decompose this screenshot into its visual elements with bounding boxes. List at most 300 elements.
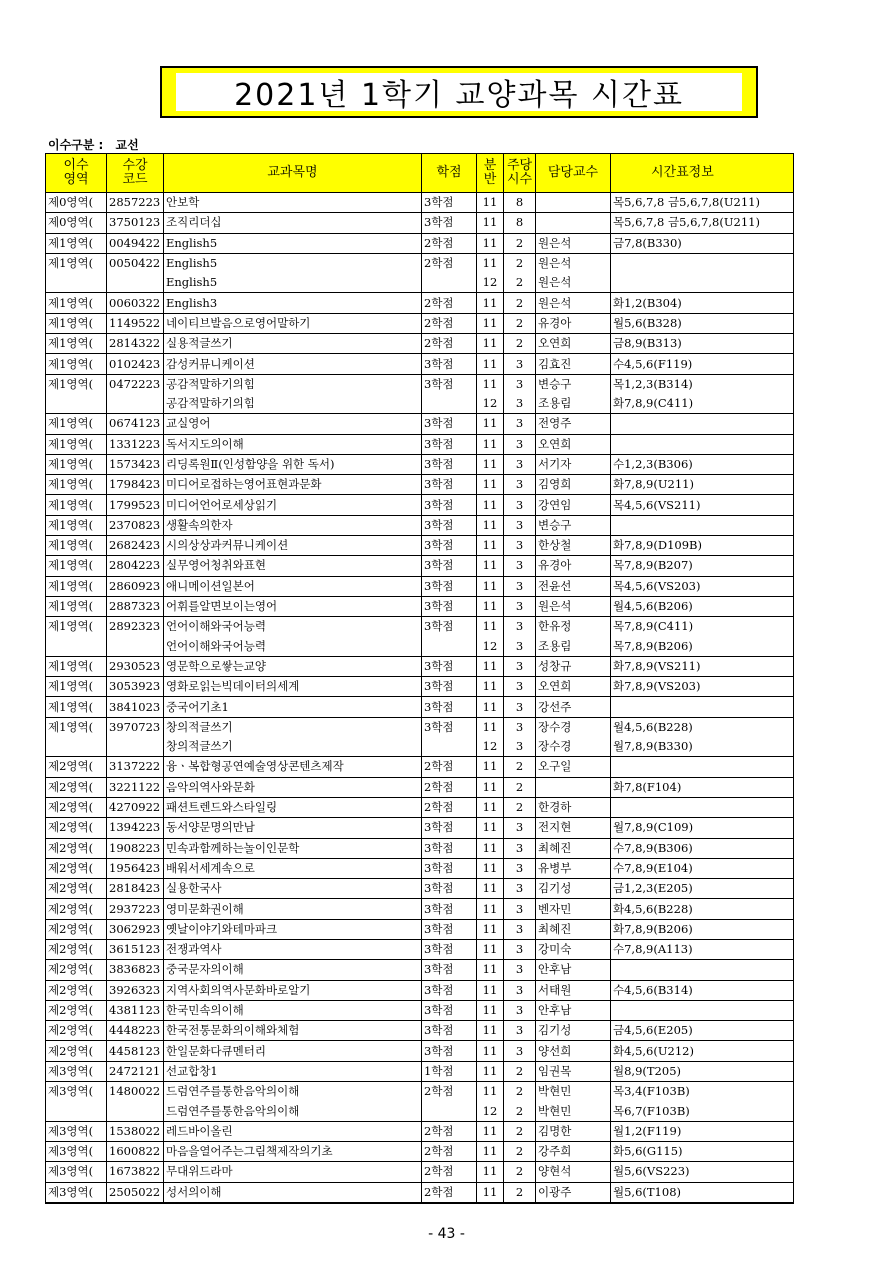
code-cell: 2887323 <box>107 596 164 616</box>
table-row <box>46 1041 794 1061</box>
professor-cell: 김영희 <box>536 475 611 495</box>
credits-cell: 3학점 <box>422 596 477 616</box>
professor-cell: 강연임 <box>536 495 611 515</box>
credits-cell: 1학점 <box>422 1061 477 1081</box>
professor-cell: 변승구 <box>536 515 611 535</box>
schedule-cell: 화7,8,9(D109B) <box>611 536 794 556</box>
professor-cell: 최혜진 <box>536 919 611 939</box>
section-cell: 11 <box>477 697 504 717</box>
course-name-cell: 한국전통문화의이해와체험 <box>164 1021 422 1041</box>
hours-cell: 3 <box>504 495 536 515</box>
area-cell: 제1영역( <box>46 374 107 394</box>
section-cell: 11 <box>477 980 504 1000</box>
hours-cell: 8 <box>504 193 536 213</box>
table-row <box>46 576 794 596</box>
schedule-cell: 월5,6(T108) <box>611 1182 794 1203</box>
hours-cell: 2 <box>504 334 536 354</box>
header-weekly-hours: 주당 시수 <box>504 154 536 193</box>
course-name-cell: 교실영어 <box>164 414 422 434</box>
professor-cell: 한경하 <box>536 797 611 817</box>
section-cell: 11 <box>477 334 504 354</box>
area-cell: 제1영역( <box>46 454 107 474</box>
table-row <box>46 1082 794 1102</box>
area-cell: 제1영역( <box>46 253 107 273</box>
credits-cell: 2학점 <box>422 777 477 797</box>
table-row <box>46 454 794 474</box>
code-cell: 4458123 <box>107 1041 164 1061</box>
course-name-cell: 한국민속의이해 <box>164 1000 422 1020</box>
section-cell: 11 <box>477 1061 504 1081</box>
credits-cell <box>422 1101 477 1121</box>
schedule-cell: 월7,8,9(B330) <box>611 737 794 757</box>
course-name-cell: 배워서세계속으로 <box>164 858 422 878</box>
schedule-cell <box>611 697 794 717</box>
credits-cell: 3학점 <box>422 1000 477 1020</box>
table-row <box>46 1061 794 1081</box>
section-cell: 11 <box>477 899 504 919</box>
table-row <box>46 596 794 616</box>
section-cell: 11 <box>477 596 504 616</box>
course-name-cell: 한일문화다큐멘터리 <box>164 1041 422 1061</box>
professor-cell: 전영주 <box>536 414 611 434</box>
table-row <box>46 777 794 797</box>
table-row <box>46 1021 794 1041</box>
code-cell: 1480022 <box>107 1082 164 1102</box>
course-name-cell: 창의적글쓰기 <box>164 717 422 737</box>
course-name-cell: 레드바이올린 <box>164 1121 422 1141</box>
professor-cell: 원은석 <box>536 233 611 253</box>
schedule-cell: 목3,4(F103B) <box>611 1082 794 1102</box>
professor-cell: 벤자민 <box>536 899 611 919</box>
course-name-cell: 조직리더십 <box>164 213 422 233</box>
section-cell: 11 <box>477 818 504 838</box>
area-cell: 제2영역( <box>46 858 107 878</box>
course-name-cell: 마음을열어주는그림책제작의기초 <box>164 1141 422 1161</box>
course-name-cell: 무대위드라마 <box>164 1162 422 1182</box>
area-cell: 제0영역( <box>46 213 107 233</box>
schedule-cell: 금8,9(B313) <box>611 334 794 354</box>
code-cell <box>107 637 164 657</box>
professor-cell: 임권목 <box>536 1061 611 1081</box>
code-cell: 1799523 <box>107 495 164 515</box>
code-cell: 1600822 <box>107 1141 164 1161</box>
credits-cell: 3학점 <box>422 434 477 454</box>
credits-cell: 3학점 <box>422 475 477 495</box>
code-cell: 1538022 <box>107 1121 164 1141</box>
professor-cell: 장수경 <box>536 717 611 737</box>
hours-cell: 3 <box>504 1021 536 1041</box>
credits-cell: 3학점 <box>422 414 477 434</box>
code-cell: 2472121 <box>107 1061 164 1081</box>
area-cell <box>46 1101 107 1121</box>
table-row <box>46 193 794 213</box>
schedule-cell: 화7,8,9(C411) <box>611 394 794 414</box>
area-cell: 제1영역( <box>46 313 107 333</box>
credits-cell: 2학점 <box>422 233 477 253</box>
table-row <box>46 797 794 817</box>
credits-cell: 2학점 <box>422 1082 477 1102</box>
hours-cell: 2 <box>504 1082 536 1102</box>
hours-cell: 2 <box>504 1141 536 1161</box>
header-professor: 담당교수 <box>536 154 611 193</box>
credits-cell: 3학점 <box>422 838 477 858</box>
code-cell: 0472223 <box>107 374 164 394</box>
area-cell: 제2영역( <box>46 1000 107 1020</box>
code-cell: 0674123 <box>107 414 164 434</box>
area-cell: 제3영역( <box>46 1082 107 1102</box>
section-cell: 11 <box>477 434 504 454</box>
code-cell <box>107 273 164 293</box>
section-cell: 11 <box>477 1182 504 1203</box>
professor-cell: 서태원 <box>536 980 611 1000</box>
section-cell: 11 <box>477 1141 504 1161</box>
section-cell: 12 <box>477 273 504 293</box>
schedule-cell <box>611 434 794 454</box>
course-name-cell: English3 <box>164 293 422 313</box>
credits-cell: 3학점 <box>422 193 477 213</box>
schedule-cell: 화7,8,9(U211) <box>611 475 794 495</box>
area-cell: 제3영역( <box>46 1182 107 1203</box>
section-cell: 12 <box>477 737 504 757</box>
course-name-cell: 독서지도의이해 <box>164 434 422 454</box>
credits-cell: 3학점 <box>422 536 477 556</box>
course-name-cell: 옛날이야기와테마파크 <box>164 919 422 939</box>
course-name-cell: 영문학으로쌓는교양 <box>164 656 422 676</box>
schedule-cell <box>611 797 794 817</box>
section-cell: 11 <box>477 556 504 576</box>
course-name-cell: 언어이해와국어능력 <box>164 637 422 657</box>
area-cell: 제2영역( <box>46 919 107 939</box>
area-cell <box>46 737 107 757</box>
credits-cell: 3학점 <box>422 576 477 596</box>
schedule-cell: 목4,5,6(VS211) <box>611 495 794 515</box>
schedule-cell: 월4,5,6(B228) <box>611 717 794 737</box>
schedule-cell: 화5,6(G115) <box>611 1141 794 1161</box>
code-cell: 1149522 <box>107 313 164 333</box>
code-cell: 3750123 <box>107 213 164 233</box>
code-cell: 0049422 <box>107 233 164 253</box>
credits-cell: 2학점 <box>422 757 477 777</box>
table-row <box>46 960 794 980</box>
hours-cell: 2 <box>504 1162 536 1182</box>
professor-cell <box>536 193 611 213</box>
table-row <box>46 293 794 313</box>
credits-cell: 3학점 <box>422 656 477 676</box>
hours-cell: 3 <box>504 637 536 657</box>
area-cell: 제1영역( <box>46 556 107 576</box>
section-cell: 11 <box>477 253 504 273</box>
hours-cell: 3 <box>504 374 536 394</box>
professor-cell: 김명한 <box>536 1121 611 1141</box>
hours-cell: 2 <box>504 1121 536 1141</box>
code-cell: 3926323 <box>107 980 164 1000</box>
section-cell: 11 <box>477 1082 504 1102</box>
table-row <box>46 1141 794 1161</box>
schedule-cell: 목1,2,3(B314) <box>611 374 794 394</box>
table-row <box>46 818 794 838</box>
credits-cell: 3학점 <box>422 980 477 1000</box>
area-cell: 제1영역( <box>46 617 107 637</box>
section-cell: 11 <box>477 858 504 878</box>
schedule-cell: 금1,2,3(E205) <box>611 879 794 899</box>
course-name-cell: 중국어기초1 <box>164 697 422 717</box>
credits-cell: 2학점 <box>422 293 477 313</box>
code-cell: 2937223 <box>107 899 164 919</box>
code-cell: 2930523 <box>107 656 164 676</box>
code-cell <box>107 1101 164 1121</box>
header-code: 수강 코드 <box>107 154 164 193</box>
area-cell: 제2영역( <box>46 939 107 959</box>
credits-cell: 3학점 <box>422 556 477 576</box>
schedule-cell: 수4,5,6(B314) <box>611 980 794 1000</box>
area-cell: 제1영역( <box>46 495 107 515</box>
code-cell: 3221122 <box>107 777 164 797</box>
professor-cell: 양선희 <box>536 1041 611 1061</box>
code-cell: 1673822 <box>107 1162 164 1182</box>
section-cell: 11 <box>477 354 504 374</box>
code-cell <box>107 737 164 757</box>
course-name-cell: 융ㆍ복합형공연예술영상콘텐츠제작 <box>164 757 422 777</box>
section-cell: 12 <box>477 1101 504 1121</box>
schedule-cell <box>611 253 794 273</box>
table-row <box>46 656 794 676</box>
area-cell <box>46 394 107 414</box>
area-cell: 제0영역( <box>46 193 107 213</box>
table-row <box>46 717 794 737</box>
hours-cell: 2 <box>504 313 536 333</box>
section-cell: 11 <box>477 576 504 596</box>
course-name-cell: 언어이해와국어능력 <box>164 617 422 637</box>
schedule-cell: 수7,8,9(B306) <box>611 838 794 858</box>
credits-cell: 3학점 <box>422 515 477 535</box>
section-cell: 11 <box>477 193 504 213</box>
table-row <box>46 515 794 535</box>
area-cell: 제2영역( <box>46 777 107 797</box>
professor-cell: 전윤선 <box>536 576 611 596</box>
hours-cell: 3 <box>504 960 536 980</box>
professor-cell: 원은석 <box>536 253 611 273</box>
course-name-cell: 민속과함께하는놀이인문학 <box>164 838 422 858</box>
section-cell: 11 <box>477 233 504 253</box>
schedule-cell: 화1,2(B304) <box>611 293 794 313</box>
professor-cell <box>536 213 611 233</box>
table-row <box>46 858 794 878</box>
code-cell: 2682423 <box>107 536 164 556</box>
code-cell: 2892323 <box>107 617 164 637</box>
section-cell: 12 <box>477 394 504 414</box>
schedule-cell: 화7,8(F104) <box>611 777 794 797</box>
hours-cell: 3 <box>504 838 536 858</box>
table-row <box>46 879 794 899</box>
course-name-cell: English5 <box>164 253 422 273</box>
area-cell: 제2영역( <box>46 1021 107 1041</box>
section-cell: 11 <box>477 939 504 959</box>
section-cell: 11 <box>477 293 504 313</box>
schedule-cell: 화7,8,9(VS203) <box>611 677 794 697</box>
section-cell: 11 <box>477 919 504 939</box>
area-cell: 제1영역( <box>46 656 107 676</box>
table-row <box>46 213 794 233</box>
schedule-cell: 목7,8,9(C411) <box>611 617 794 637</box>
schedule-cell <box>611 960 794 980</box>
area-cell: 제2영역( <box>46 980 107 1000</box>
code-cell: 1573423 <box>107 454 164 474</box>
professor-cell: 한유정 <box>536 617 611 637</box>
credits-cell: 2학점 <box>422 1121 477 1141</box>
credits-cell: 3학점 <box>422 617 477 637</box>
course-name-cell: 어휘를알면보이는영어 <box>164 596 422 616</box>
professor-cell: 박현민 <box>536 1101 611 1121</box>
credits-cell: 3학점 <box>422 495 477 515</box>
hours-cell: 3 <box>504 617 536 637</box>
professor-cell: 조용림 <box>536 394 611 414</box>
section-cell: 11 <box>477 717 504 737</box>
hours-cell: 2 <box>504 757 536 777</box>
section-cell: 11 <box>477 757 504 777</box>
professor-cell: 양현석 <box>536 1162 611 1182</box>
code-cell: 3836823 <box>107 960 164 980</box>
area-cell: 제1영역( <box>46 354 107 374</box>
credits-cell: 2학점 <box>422 1182 477 1203</box>
code-cell: 2818423 <box>107 879 164 899</box>
table-row <box>46 617 794 637</box>
code-cell: 2857223 <box>107 193 164 213</box>
schedule-cell: 목4,5,6(VS203) <box>611 576 794 596</box>
course-name-cell: 드럼연주를통한음악의이해 <box>164 1082 422 1102</box>
schedule-cell: 월8,9(T205) <box>611 1061 794 1081</box>
course-name-cell: 성서의이해 <box>164 1182 422 1203</box>
course-name-cell: 공감적말하기의힘 <box>164 394 422 414</box>
course-name-cell: 지역사회의역사문화바로알기 <box>164 980 422 1000</box>
section-cell: 11 <box>477 1121 504 1141</box>
code-cell: 1331223 <box>107 434 164 454</box>
course-name-cell: 실용적글쓰기 <box>164 334 422 354</box>
code-cell: 3970723 <box>107 717 164 737</box>
section-cell: 11 <box>477 838 504 858</box>
credits-cell: 3학점 <box>422 1021 477 1041</box>
hours-cell: 3 <box>504 1041 536 1061</box>
credits-cell: 3학점 <box>422 939 477 959</box>
hours-cell: 2 <box>504 777 536 797</box>
area-cell: 제2영역( <box>46 960 107 980</box>
professor-cell: 최혜진 <box>536 838 611 858</box>
hours-cell: 8 <box>504 213 536 233</box>
professor-cell: 원은석 <box>536 293 611 313</box>
code-cell: 0102423 <box>107 354 164 374</box>
schedule-cell <box>611 414 794 434</box>
credits-cell: 3학점 <box>422 354 477 374</box>
hours-cell: 3 <box>504 656 536 676</box>
hours-cell: 3 <box>504 515 536 535</box>
table-row <box>46 677 794 697</box>
schedule-cell: 목6,7(F103B) <box>611 1101 794 1121</box>
area-cell <box>46 273 107 293</box>
professor-cell: 원은석 <box>536 596 611 616</box>
area-cell: 제1영역( <box>46 434 107 454</box>
section-cell: 11 <box>477 656 504 676</box>
header-schedule: 시간표정보 <box>611 154 794 193</box>
course-name-cell: 실용한국사 <box>164 879 422 899</box>
professor-cell: 강주희 <box>536 1141 611 1161</box>
schedule-cell: 월1,2(F119) <box>611 1121 794 1141</box>
course-name-cell: 패션트렌드와스타일링 <box>164 797 422 817</box>
credits-cell: 2학점 <box>422 253 477 273</box>
professor-cell: 오연희 <box>536 334 611 354</box>
code-cell: 4448223 <box>107 1021 164 1041</box>
page-title: 2021년 1학기 교양과목 시간표 <box>176 73 742 111</box>
section-cell: 11 <box>477 495 504 515</box>
table-row <box>46 313 794 333</box>
hours-cell: 3 <box>504 354 536 374</box>
area-cell: 제2영역( <box>46 818 107 838</box>
section-cell: 11 <box>477 374 504 394</box>
title-banner <box>160 66 758 118</box>
professor-cell: 오구일 <box>536 757 611 777</box>
hours-cell: 3 <box>504 980 536 1000</box>
hours-cell: 3 <box>504 454 536 474</box>
schedule-cell: 목7,8,9(B206) <box>611 637 794 657</box>
table-row <box>46 475 794 495</box>
header-section: 분 반 <box>477 154 504 193</box>
hours-cell: 3 <box>504 717 536 737</box>
schedule-cell: 목5,6,7,8 금5,6,7,8(U211) <box>611 213 794 233</box>
professor-cell: 성창규 <box>536 656 611 676</box>
professor-cell: 변승구 <box>536 374 611 394</box>
credits-cell: 3학점 <box>422 454 477 474</box>
hours-cell: 3 <box>504 858 536 878</box>
professor-cell: 오연희 <box>536 677 611 697</box>
table-row <box>46 1000 794 1020</box>
hours-cell: 2 <box>504 233 536 253</box>
area-cell: 제2영역( <box>46 757 107 777</box>
table-row <box>46 374 794 394</box>
area-cell: 제2영역( <box>46 899 107 919</box>
course-name-cell: 영미문화권이해 <box>164 899 422 919</box>
hours-cell: 3 <box>504 536 536 556</box>
area-cell: 제1영역( <box>46 677 107 697</box>
table-row <box>46 394 794 414</box>
area-cell: 제1영역( <box>46 697 107 717</box>
area-cell: 제3영역( <box>46 1061 107 1081</box>
credits-cell: 2학점 <box>422 1162 477 1182</box>
code-cell: 1956423 <box>107 858 164 878</box>
hours-cell: 3 <box>504 576 536 596</box>
section-cell: 11 <box>477 677 504 697</box>
hours-cell: 2 <box>504 1061 536 1081</box>
page-number: - 43 - <box>428 1226 465 1242</box>
table-row <box>46 899 794 919</box>
credits-cell: 3학점 <box>422 213 477 233</box>
code-cell: 2860923 <box>107 576 164 596</box>
schedule-cell: 목5,6,7,8 금5,6,7,8(U211) <box>611 193 794 213</box>
area-cell: 제1영역( <box>46 334 107 354</box>
hours-cell: 3 <box>504 737 536 757</box>
professor-cell: 장수경 <box>536 737 611 757</box>
area-cell: 제1영역( <box>46 576 107 596</box>
code-cell: 0060322 <box>107 293 164 313</box>
hours-cell: 3 <box>504 879 536 899</box>
code-cell: 2814322 <box>107 334 164 354</box>
professor-cell: 이광주 <box>536 1182 611 1203</box>
table-row <box>46 253 794 273</box>
table-row <box>46 697 794 717</box>
section-cell: 11 <box>477 454 504 474</box>
category-line <box>48 136 147 153</box>
timetable <box>45 153 794 1204</box>
course-name-cell: 생활속의한자 <box>164 515 422 535</box>
credits-cell <box>422 394 477 414</box>
header-credits: 학점 <box>422 154 477 193</box>
